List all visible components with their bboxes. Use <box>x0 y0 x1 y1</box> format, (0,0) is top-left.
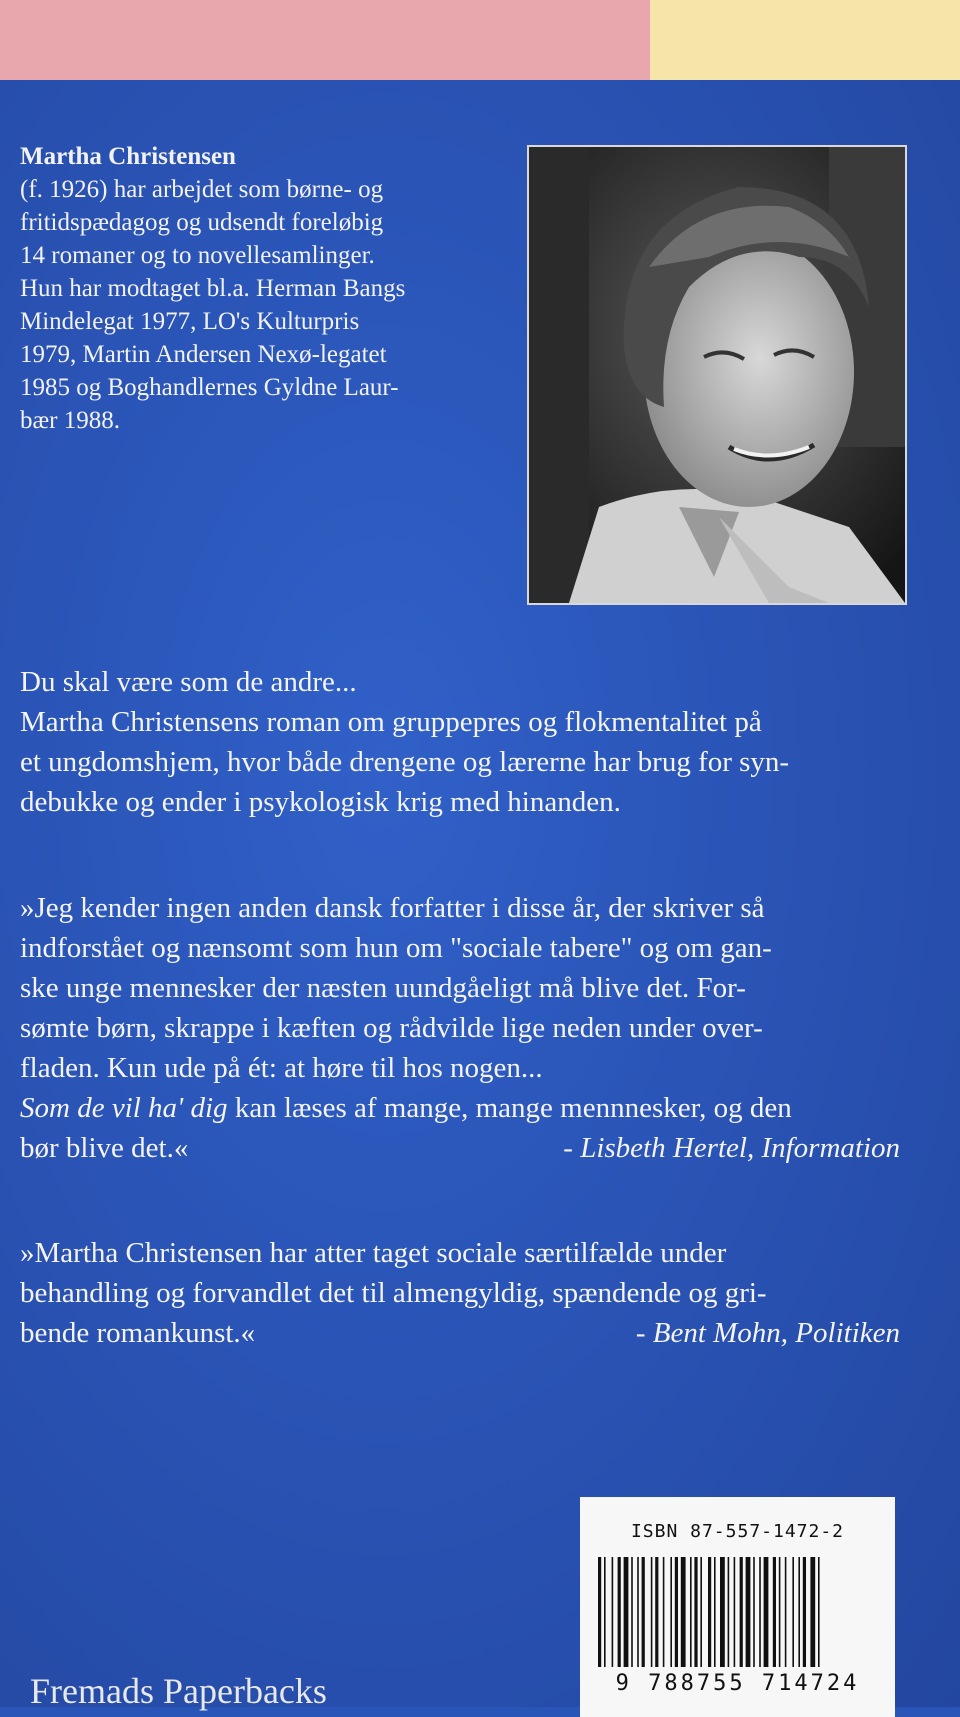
barcode-digits: 9 788755 714724 <box>615 1671 860 1696</box>
barcode-bar <box>631 1557 633 1667</box>
top-strip-yellow <box>650 0 960 80</box>
synopsis-line: Du skal være som de andre... <box>20 666 357 698</box>
review-quote-hertel <box>20 888 900 1168</box>
barcode-bar <box>612 1557 614 1667</box>
barcode-bar <box>637 1557 639 1667</box>
quote-line-text: bør blive det.« <box>20 1132 189 1164</box>
barcode-bar <box>651 1557 653 1667</box>
synopsis-line: et ungdomshjem, hvor både drengene og lærerne har brug for syn- <box>20 746 790 778</box>
quote-attribution: - Lisbeth Hertel, Information <box>563 1132 900 1164</box>
quote-line <box>20 1313 900 1353</box>
barcode-bar <box>708 1557 711 1667</box>
quote-line <box>20 1128 900 1168</box>
barcode-bar <box>720 1557 725 1667</box>
bio-line: 14 romaner og to novellesamlinger. <box>20 242 375 269</box>
barcode-bar <box>746 1557 751 1667</box>
quote-line-text: bende romankunst.« <box>20 1317 256 1349</box>
barcode-bars <box>598 1557 878 1667</box>
barcode-bar <box>604 1557 606 1667</box>
barcode-bar <box>690 1557 692 1667</box>
quote-line: behandling og forvandlet det til almengyldig, spændende og gri- <box>20 1277 767 1309</box>
barcode-bar <box>655 1557 658 1667</box>
barcode-bar <box>670 1557 672 1667</box>
barcode-bar <box>803 1557 806 1667</box>
quote-line <box>20 1088 900 1128</box>
author-name: Martha Christensen <box>20 143 236 170</box>
barcode-bar <box>759 1557 761 1667</box>
author-photo <box>527 145 907 605</box>
bio-line: (f. 1926) har arbejdet som børne- og <box>20 176 384 203</box>
top-strip-pink <box>0 0 650 80</box>
review-quote-mohn <box>20 1233 900 1353</box>
barcode-bar <box>728 1557 730 1667</box>
barcode-bar <box>753 1557 755 1667</box>
bio-line: Mindelegat 1977, LO's Kulturpris <box>20 308 360 335</box>
barcode-bar <box>700 1557 702 1667</box>
barcode-label <box>580 1497 895 1717</box>
barcode-bar <box>773 1557 776 1667</box>
barcode-bar <box>694 1557 697 1667</box>
quote-line: »Jeg kender ingen anden dansk forfatter i disse år, der skriver så <box>20 892 765 924</box>
barcode-bar <box>740 1557 743 1667</box>
bio-line: bær 1988. <box>20 407 120 434</box>
synopsis-line: Martha Christensens roman om gruppepres og flokmentalitet på <box>20 706 762 738</box>
barcode-bar <box>818 1557 820 1667</box>
barcode-bar <box>642 1557 645 1667</box>
bio-line: 1979, Martin Andersen Nexø-legatet <box>20 341 387 368</box>
quote-line: fladen. Kun ude på ét: at høre til hos nogen... <box>20 1052 543 1084</box>
barcode-bar <box>598 1557 601 1667</box>
barcode-bar <box>734 1557 736 1667</box>
barcode-bar <box>663 1557 665 1667</box>
barcode-bar <box>792 1557 794 1667</box>
publisher-name: Fremads Paperbacks <box>30 1671 327 1711</box>
synopsis <box>20 662 900 822</box>
barcode-bar <box>764 1557 769 1667</box>
barcode-bar <box>810 1557 815 1667</box>
quote-attribution: - Bent Mohn, Politiken <box>635 1317 900 1349</box>
bio-line: Hun har modtaget bl.a. Herman Bangs <box>20 275 406 302</box>
barcode-bar <box>618 1557 621 1667</box>
barcode-bar <box>779 1557 781 1667</box>
barcode-bar <box>785 1557 787 1667</box>
bio-line: 1985 og Boghandlernes Gyldne Laur- <box>20 374 399 401</box>
quote-line-text: kan læses af mange, mange mennnesker, og den <box>227 1092 792 1124</box>
author-portrait-image <box>529 147 905 603</box>
barcode-bar <box>681 1557 686 1667</box>
quote-line: indforstået og nænsomt som hun om "sociale tabere" og om gan- <box>20 932 772 964</box>
author-bio <box>20 140 490 437</box>
book-title: Som de vil ha' dig <box>20 1092 228 1124</box>
quote-line: ske unge mennesker der næsten uundgåeligt må blive det. For- <box>20 972 746 1004</box>
quote-line: sømte børn, skrappe i kæften og rådvilde lige neden under over- <box>20 1012 763 1044</box>
barcode-bar <box>624 1557 629 1667</box>
barcode-bar <box>714 1557 716 1667</box>
bio-line: fritidspædagog og udsendt foreløbig <box>20 209 384 236</box>
isbn-text: ISBN 87-557-1472-2 <box>630 1521 845 1542</box>
synopsis-line: debukke og ender i psykologisk krig med hinanden. <box>20 786 621 818</box>
barcode-bar <box>798 1557 800 1667</box>
quote-line: »Martha Christensen har atter taget sociale særtilfælde under <box>20 1237 727 1269</box>
barcode-bar <box>675 1557 678 1667</box>
